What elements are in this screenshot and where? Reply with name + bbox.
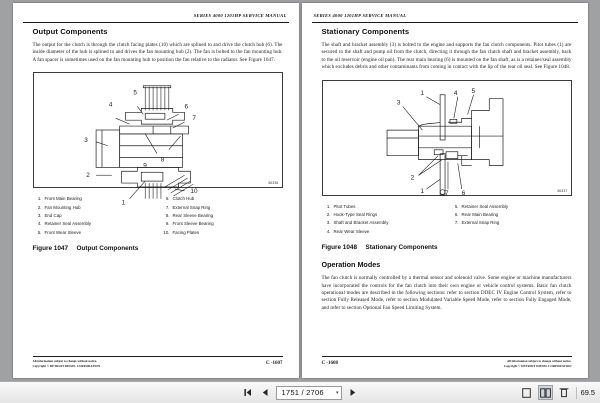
svg-text:5: 5 bbox=[471, 87, 475, 95]
footer-legal-right bbox=[504, 359, 572, 368]
zoom-level-value[interactable]: 69.5 bbox=[580, 388, 595, 397]
legend-item bbox=[161, 220, 283, 228]
page-spread bbox=[13, 3, 588, 378]
svg-text:7: 7 bbox=[444, 189, 449, 197]
page-left[interactable] bbox=[13, 3, 299, 378]
legend-number: 6. bbox=[165, 196, 170, 202]
toolbar-divider bbox=[576, 387, 577, 399]
page-footer-right bbox=[322, 356, 572, 368]
svg-text:6: 6 bbox=[184, 103, 188, 111]
legend-number: 5. bbox=[454, 203, 459, 209]
svg-text:2: 2 bbox=[85, 172, 90, 180]
page-right[interactable] bbox=[302, 3, 588, 378]
svg-text:4: 4 bbox=[108, 101, 112, 109]
page-number-input[interactable] bbox=[276, 386, 342, 400]
svg-text:7: 7 bbox=[191, 115, 196, 123]
legend-number: 7. bbox=[165, 204, 170, 210]
figure-legend-right bbox=[322, 203, 572, 237]
legend-item bbox=[450, 211, 572, 219]
svg-text:5: 5 bbox=[132, 89, 137, 97]
section-title-stationary-components: Stationary Components bbox=[321, 27, 410, 36]
svg-text:1: 1 bbox=[419, 187, 424, 195]
legend-label: Facing Plates bbox=[172, 229, 200, 235]
running-head-left: SERIES 4000 1201HP SERVICE MANUAL bbox=[23, 10, 289, 23]
page-number-right: C -1608 bbox=[321, 361, 339, 367]
footer-legal-line-2: Copyright © DETROIT DIESEL CORPORATION bbox=[32, 363, 101, 368]
running-head-right: SERIES 4000 1201HP SERVICE MANUAL bbox=[312, 10, 578, 23]
figure-number: Figure 1047 bbox=[32, 245, 69, 253]
svg-text:4: 4 bbox=[453, 89, 457, 97]
section-title-output-components: Output Components bbox=[32, 27, 108, 36]
legend-number: 10. bbox=[163, 229, 170, 235]
legend-number: 4. bbox=[37, 221, 42, 227]
subsection-title-operation-modes: Operation Modes bbox=[321, 260, 381, 270]
legend-label: Fan Mounting Hub bbox=[44, 204, 81, 210]
svg-text:1: 1 bbox=[419, 89, 424, 97]
svg-text:3: 3 bbox=[396, 99, 400, 107]
legend-number: 9. bbox=[165, 221, 170, 227]
legend-label: External Snap Ring bbox=[461, 220, 500, 226]
legend-item bbox=[161, 195, 283, 203]
figure-title: Output Components bbox=[76, 245, 139, 253]
viewer-toolbar bbox=[0, 381, 600, 403]
legend-number: 1. bbox=[326, 203, 331, 209]
legend-number: 3. bbox=[37, 213, 42, 219]
single-page-view-icon[interactable] bbox=[519, 385, 534, 400]
legend-number: 3. bbox=[326, 220, 331, 226]
legend-label: Pitot Tubes bbox=[333, 203, 356, 209]
next-page-icon[interactable] bbox=[347, 386, 359, 400]
fit-page-view-icon[interactable] bbox=[557, 385, 572, 400]
facing-pages-view-icon[interactable] bbox=[538, 385, 553, 400]
figure-caption-left bbox=[33, 245, 283, 252]
legend-label: Front Sleeve Bearing bbox=[172, 221, 214, 227]
legend-label: Hook-Type Seal Rings bbox=[333, 212, 378, 218]
figure-caption-right bbox=[322, 244, 572, 251]
legend-item bbox=[450, 219, 572, 227]
svg-text:8: 8 bbox=[160, 156, 164, 164]
page-body-right bbox=[322, 27, 572, 312]
svg-text:10: 10 bbox=[189, 188, 198, 196]
section-paragraph-left: The output for the clutch is through the clutch facing plates (10) which are splined to and drive the clutch hub (6). The inside diameter of the hub is splined to and drives the fan mounting hub (2). The fan is bolted to the fan mounting hub. A fan spacer is sometimes used on the fan mounting hub to position the fan relative to the radiator. See Figure 1047. bbox=[32, 42, 283, 63]
figure-legend-left bbox=[33, 195, 283, 237]
figure-number: Figure 1048 bbox=[321, 244, 358, 252]
subsection-paragraph-right: The fan clutch is normally controlled by a thermal sensor and solenoid valve. Some engine or machine manufacturers have incorporated the controls for the fan clutch into their own engine or vehicle control systems. Basic fan clutch operational modes are described in the following sections: refer to section DDEC IV Engine Control System, refer to section Fully Released Mode, refer to section Modulated Variable Speed Mode, refer to section Fully Engaged Mode, and refer to section Optional Fan Speed Limiting System. bbox=[321, 275, 572, 311]
legend-number: 5. bbox=[37, 229, 42, 235]
figure-title: Stationary Components bbox=[365, 244, 438, 252]
svg-text:9: 9 bbox=[142, 162, 147, 170]
figure-art-number-left: 36336 bbox=[268, 181, 279, 186]
legend-number: 1. bbox=[37, 196, 42, 202]
view-mode-group bbox=[519, 385, 595, 400]
figure-callout-numbers-left bbox=[84, 90, 198, 207]
footer-legal-line-1: All information subject to change without notice. bbox=[32, 359, 98, 364]
legend-item bbox=[33, 212, 155, 220]
legend-item bbox=[33, 204, 155, 212]
legend-item bbox=[161, 212, 283, 220]
legend-item bbox=[322, 219, 444, 227]
chevron-down-icon[interactable]: ▾ bbox=[335, 389, 339, 396]
legend-column-2 bbox=[450, 203, 572, 237]
svg-text:6: 6 bbox=[461, 189, 465, 197]
legend-label: Clutch Hub bbox=[172, 196, 195, 202]
page-body-left bbox=[33, 27, 283, 252]
legend-number: 2. bbox=[37, 204, 42, 210]
legend-label: Rear Wear Sleeve bbox=[333, 228, 370, 234]
legend-label: Front Wear Sleeve bbox=[44, 229, 82, 235]
legend-item bbox=[33, 220, 155, 228]
legend-label: Shaft and Bracket Assembly bbox=[333, 220, 389, 226]
legend-label: External Snap Ring bbox=[172, 204, 211, 210]
legend-item bbox=[322, 203, 444, 211]
legend-label: Front Main Bearing bbox=[44, 196, 82, 202]
figure-art-number-right: 36337 bbox=[557, 188, 568, 193]
figure-callout-numbers-right bbox=[396, 87, 475, 196]
legend-number: 6. bbox=[454, 212, 459, 218]
legend-item bbox=[161, 204, 283, 212]
legend-label: Retainer Seal Assembly bbox=[44, 221, 92, 227]
legend-item bbox=[322, 228, 444, 236]
legend-item bbox=[161, 229, 283, 237]
footer-legal-left bbox=[33, 359, 101, 368]
legend-number: 7. bbox=[454, 220, 459, 226]
svg-text:1: 1 bbox=[121, 199, 125, 207]
legend-item bbox=[322, 211, 444, 219]
page-navigation-group bbox=[0, 386, 600, 400]
footer-legal-line-1: All information subject to change without notice. bbox=[506, 359, 572, 364]
legend-number: 8. bbox=[165, 213, 170, 219]
legend-label: Rear Sleeve Bearing bbox=[172, 213, 214, 219]
legend-number: 2. bbox=[326, 212, 331, 218]
legend-column-2 bbox=[161, 195, 283, 237]
svg-text:3: 3 bbox=[83, 137, 88, 145]
legend-label: Retainer Seal Assembly bbox=[461, 203, 509, 209]
footer-legal-line-2: Copyright © DETROIT DIESEL CORPORATION bbox=[503, 363, 572, 368]
legend-item bbox=[33, 229, 155, 237]
figure-1048-image bbox=[322, 80, 572, 196]
legend-column-1 bbox=[33, 195, 155, 237]
section-paragraph-right: The shaft and bracket assembly (3) is bolted to the engine and supports the fan clutch components. Pitot tubes (1) are secured to the shaft and pump oil from the clutch, directing it through the fan clutch shaft and bracket assembly, back to the oil reservoir (engine oil pan). The rear main bearing (6) is mounted on the fan shaft, as is a retainer/seal assembly which excludes debris and other contaminants from coming in contact with the lip of the rear oil seal. See Figure 1048. bbox=[321, 42, 572, 71]
legend-item bbox=[33, 195, 155, 203]
legend-column-1 bbox=[322, 203, 444, 237]
svg-text:2: 2 bbox=[410, 173, 414, 181]
page-footer-left bbox=[33, 356, 283, 368]
first-page-icon[interactable] bbox=[242, 386, 254, 400]
stationary-components-line-drawing bbox=[323, 81, 571, 195]
legend-number: 4. bbox=[326, 228, 331, 234]
legend-item bbox=[450, 203, 572, 211]
previous-page-icon[interactable] bbox=[259, 386, 271, 400]
page-number-value: 1751 / 2706 bbox=[281, 388, 324, 397]
page-number-left: C -1607 bbox=[265, 361, 283, 367]
legend-label: End Cap bbox=[44, 213, 62, 219]
legend-label: Rear Main Bearing bbox=[461, 212, 499, 218]
